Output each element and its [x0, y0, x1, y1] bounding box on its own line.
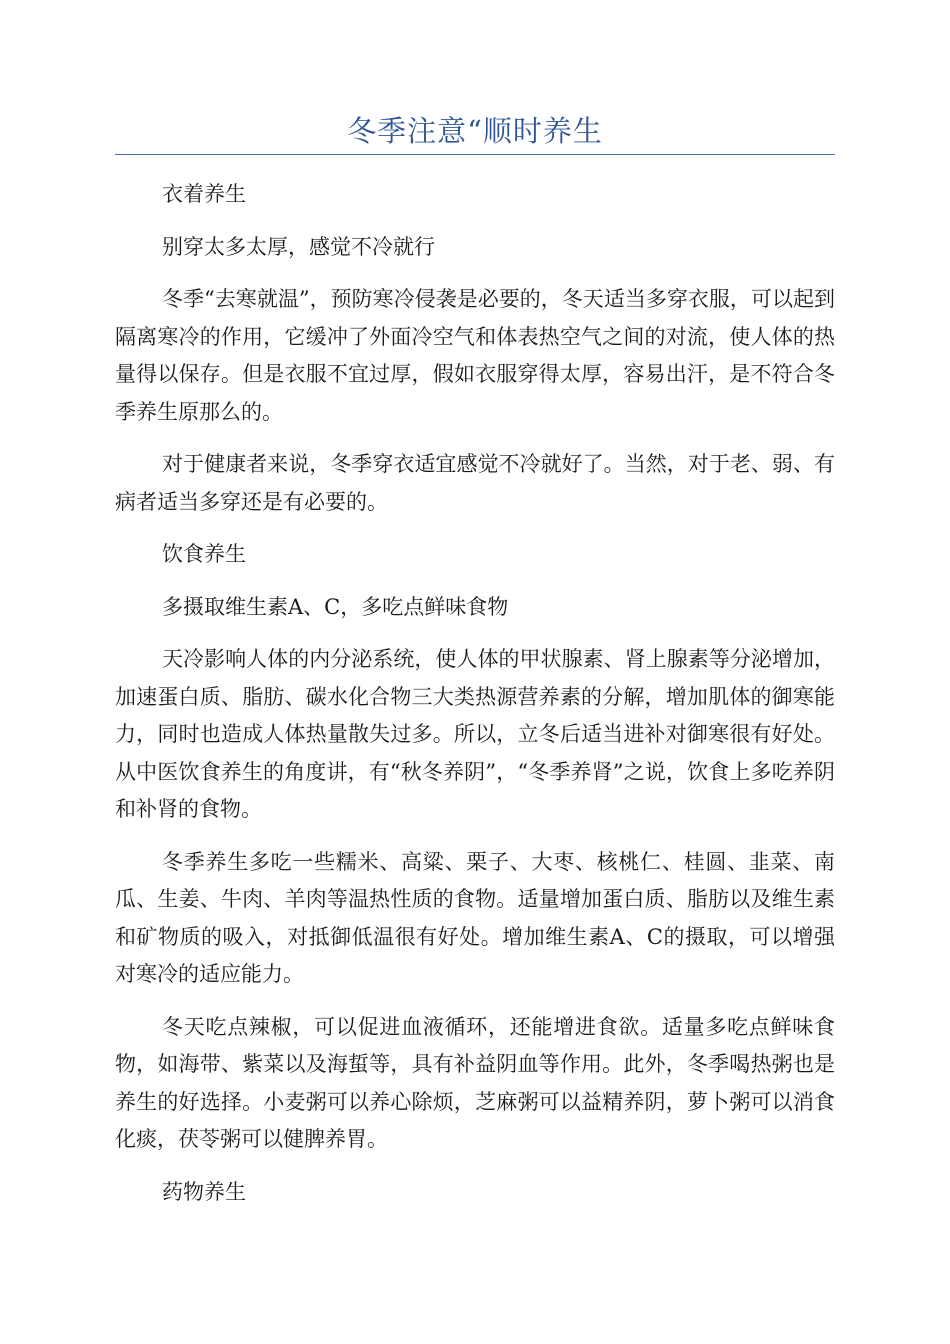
subheading-clothing: 别穿太多太厚，感觉不冷就行	[162, 234, 435, 259]
document-body	[115, 176, 835, 1211]
paragraph: 冬天吃点辣椒，可以促进血液循环，还能增进食欲。适量多吃点鲜味食物，如海带、紫菜以及海蜇等，具有补益阴血等作用。此外，冬季喝热粥也是养生的好选择。小麦粥可以养心除烦，芝麻粥可以益精养阴，萝卜粥可以消食化痰，茯苓粥可以健脾养胃。	[115, 1014, 835, 1151]
page-title: 冬季注意“顺时养生	[347, 114, 603, 148]
paragraph: 冬季养生多吃一些糯米、高粱、栗子、大枣、核桃仁、桂圆、韭菜、南瓜、生姜、牛肉、羊肉等温热性质的食物。适量增加蛋白质、脂肪以及维生素和矿物质的吸入，对抵御低温很有好处。增加维生素A、C的摄取，可以增强对寒冷的适应能力。	[115, 849, 835, 986]
subheading-diet: 多摄取维生素A、C，多吃点鲜味食物	[162, 594, 509, 619]
paragraph: 对于健康者来说，冬季穿衣适宜感觉不冷就好了。当然，对于老、弱、有病者适当多穿还是有必要的。	[115, 452, 835, 514]
section-heading-medicine: 药物养生	[162, 1179, 246, 1204]
section-heading-diet: 饮食养生	[162, 542, 246, 566]
section-heading-clothing: 衣着养生	[162, 182, 246, 206]
paragraph: 天冷影响人体的内分泌系统，使人体的甲状腺素、肾上腺素等分泌增加，加速蛋白质、脂肪、碳水化合物三大类热源营养素的分解，增加肌体的御寒能力，同时也造成人体热量散失过多。所以，立冬后适当进补对御寒很有好处。从中医饮食养生的角度讲，有“秋冬养阴”，“冬季养肾”之说，饮食上多吃养阴和补肾的食物。	[115, 647, 835, 821]
title-underline	[115, 154, 835, 155]
paragraph: 冬季“去寒就温”，预防寒冷侵袭是必要的，冬天适当多穿衣服，可以起到隔离寒冷的作用，它缓冲了外面冷空气和体表热空气之间的对流，使人体的热量得以保存。但是衣服不宜过厚，假如衣服穿得太厚，容易出汗，是不符合冬季养生原那么的。	[115, 287, 835, 424]
